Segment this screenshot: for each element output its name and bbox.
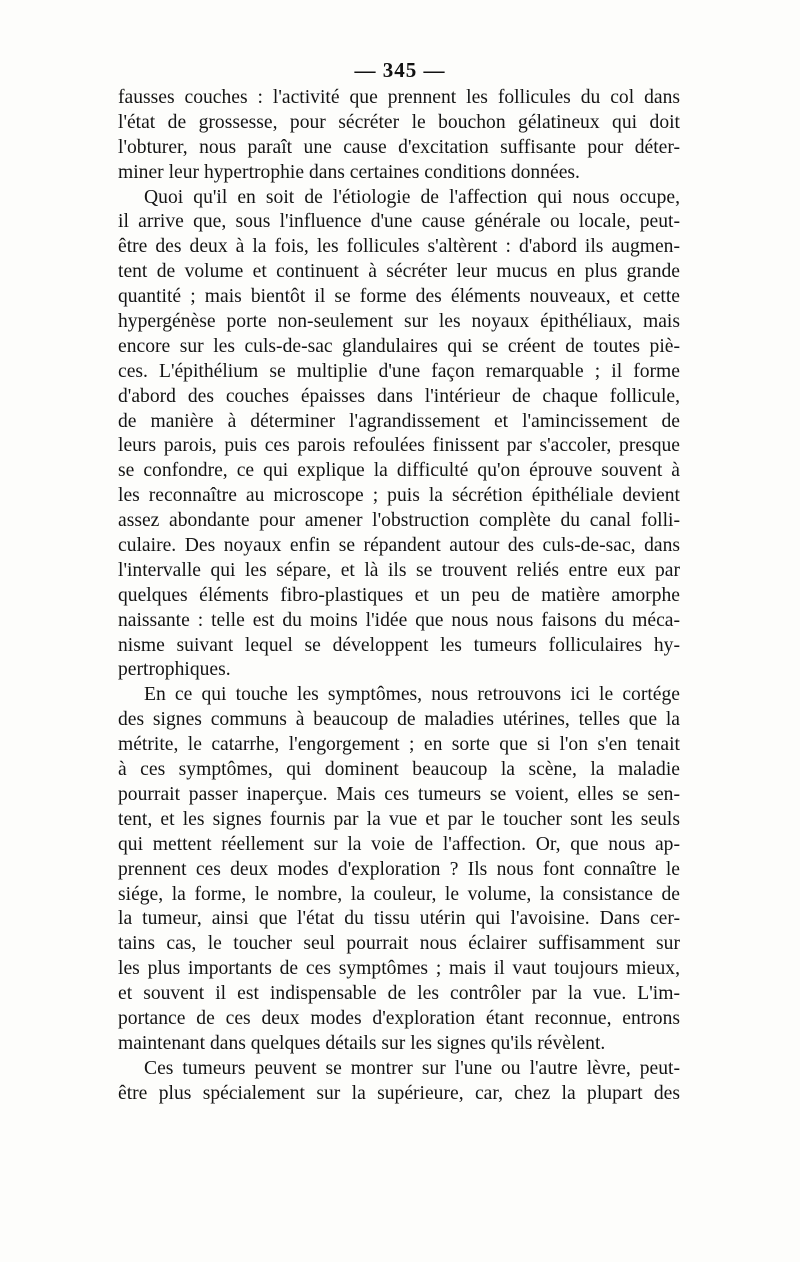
text-line: nisme suivant lequel se développent les tumeurs folliculaires hy- — [118, 634, 680, 656]
text-line: tent, et les signes fournis par la vue et par le toucher sont les seuls — [118, 808, 680, 830]
text-line: encore sur les culs-de-sac glandulaires qui se créent de toutes piè- — [118, 335, 680, 357]
paragraph — [118, 86, 680, 186]
body-text — [118, 86, 680, 1107]
text-line: tains cas, le toucher seul pourrait nous éclairer suffisamment sur — [118, 933, 680, 955]
text-line: Quoi qu'il en soit de l'étiologie de l'affection qui nous occupe, — [144, 186, 680, 208]
text-line: siége, la forme, le nombre, la couleur, le volume, la consistance de — [118, 883, 680, 905]
text-line: se confondre, ce qui explique la difficulté qu'on éprouve souvent à — [118, 460, 680, 482]
text-line: prennent ces deux modes d'exploration ? Ils nous font connaître le — [118, 858, 680, 880]
text-line: culaire. Des noyaux enfin se répandent autour des culs-de-sac, dans — [118, 535, 680, 557]
text-line: pertrophiques. — [118, 659, 231, 681]
text-line: fausses couches : l'activité que prennent les follicules du col dans — [118, 87, 680, 108]
text-line: naissante : telle est du moins l'idée que nous nous faisons du méca- — [118, 609, 680, 631]
text-line: la tumeur, ainsi que l'état du tissu utérin qui l'avoisine. Dans cer- — [118, 908, 680, 930]
text-line: pourrait passer inaperçue. Mais ces tumeurs se voient, elles se sen- — [118, 783, 680, 805]
text-line: Ces tumeurs peuvent se montrer sur l'une ou l'autre lèvre, peut- — [144, 1057, 680, 1079]
text-line: les reconnaître au microscope ; puis la sécrétion épithéliale devient — [118, 485, 680, 507]
text-line: hypergénèse porte non-seulement sur les noyaux épithéliaux, mais — [118, 311, 680, 333]
text-line: il arrive que, sous l'influence d'une cause générale ou locale, peut- — [118, 211, 680, 233]
paragraph — [118, 1057, 680, 1107]
text-line: quantité ; mais bientôt il se forme des éléments nouveaux, et cette — [118, 286, 680, 308]
text-line: qui mettent réellement sur la voie de l'affection. Or, que nous ap- — [118, 833, 680, 855]
text-line: de manière à déterminer l'agrandissement et l'amincissement de — [118, 410, 680, 432]
text-line: être des deux à la fois, les follicules s'altèrent : d'abord ils augmen- — [118, 236, 680, 258]
text-line: et souvent il est indispensable de les contrôler par la vue. L'im- — [118, 983, 680, 1005]
text-line: les plus importants de ces symptômes ; mais il vaut toujours mieux, — [118, 958, 680, 980]
text-line: quelques éléments fibro-plastiques et un peu de matière amorphe — [118, 584, 680, 606]
paragraph — [118, 186, 680, 684]
text-line: ces. L'épithélium se multiplie d'une façon remarquable ; il forme — [118, 360, 680, 382]
text-line: En ce qui touche les symptômes, nous retrouvons ici le cortége — [144, 684, 680, 706]
text-line: être plus spécialement sur la supérieure, car, chez la plupart des — [118, 1082, 680, 1104]
text-line: l'obturer, nous paraît une cause d'excitation suffisante pour déter- — [118, 136, 680, 158]
text-line: l'état de grossesse, pour sécréter le bouchon gélatineux qui doit — [118, 111, 680, 133]
paragraph — [118, 683, 680, 1056]
text-line: leurs parois, puis ces parois refoulées finissent par s'accoler, presque — [118, 435, 680, 457]
text-line: tent de volume et continuent à sécréter leur mucus en plus grande — [118, 261, 680, 283]
text-line: à ces symptômes, qui dominent beaucoup la scène, la maladie — [118, 759, 680, 781]
text-line: l'intervalle qui les sépare, et là ils se trouvent reliés entre eux par — [118, 559, 680, 581]
text-line: d'abord des couches épaisses dans l'intérieur de chaque follicule, — [118, 385, 680, 407]
page-number: — 345 — — [354, 58, 446, 82]
text-line: miner leur hypertrophie dans certaines conditions données. — [118, 161, 580, 183]
text-line: portance de ces deux modes d'exploration étant reconnue, entrons — [118, 1007, 680, 1029]
text-line: des signes communs à beaucoup de maladies utérines, telles que la — [118, 709, 680, 731]
text-line: assez abondante pour amener l'obstruction complète du canal folli- — [118, 510, 680, 532]
text-line: maintenant dans quelques détails sur les signes qu'ils révèlent. — [118, 1032, 606, 1054]
text-line: métrite, le catarrhe, l'engorgement ; en sorte que si l'on s'en tenait — [118, 734, 680, 756]
